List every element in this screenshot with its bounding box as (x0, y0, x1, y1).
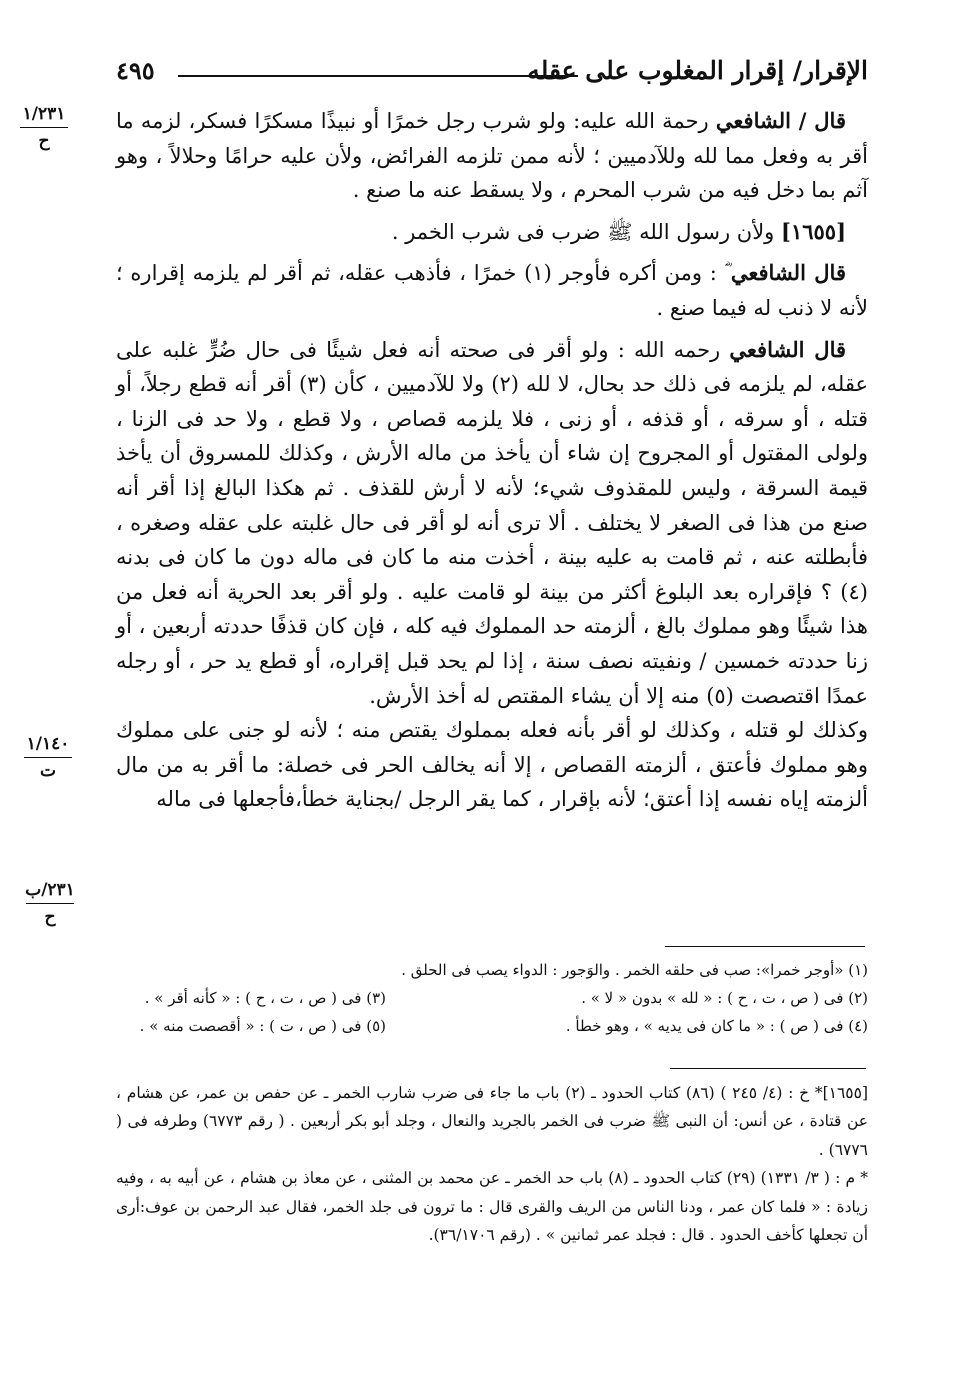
footnote-4: (٤) فى ( ص ) : « ما كان فى يديه » ، وهو خطأ . (565, 1017, 868, 1035)
margin-note-3: ٢٣١/ب ح (25, 880, 75, 927)
footnotes (116, 956, 868, 1040)
paragraph: قال الشافعي رحمه الله : ولو أقر فى صحته أنه فعل شيئًا فى حال ضُرٍّ غلبه على عقله، لم يلزمه فى ذلك حد بحال، لا لله (٢) ولا للآدميين ، كأن (٣) أقر أنه قطع رجلاً، أو قتله ، أو سرقه ، أو قذفه ، أو زنى ، فلا يلزمه قصاص ، ولا قطع ، ولا حد فى الزنا ، ولولى المقتول أو المجروح إن شاء أن يأخذ من ماله الأرش ، وكذلك للمسروق أن يأخذ قيمة السرقة ، وليس للمقذوف شيء؛ لأنه لا أرش للقذف . ثم هكذا البالغ إذا أقر أنه صنع من هذا فى الصغر لا يختلف . ألا ترى أنه لو أقر فى حال غلبته على عقله وصغره ، فأبطلته عنه ، ثم قامت به عليه بينة ، أخذت منه ما كان فى ماله دون ما كان فى بدنه (٤) ؟ فإقراره بعد البلوغ أكثر من بينة لو قامت عليه . ولو أقر بعد الحرية أنه فعل من هذا شيئًا وهو مملوك بالغ ، ألزمته حد المملوك فيه كله ، فإن كان قذفًا حددته أربعين ، أو زنا حددته خمسين / ونفيته نصف سنة ، إذا لم يحد قبل إقراره، أو قطع يد حر ، أو رجله عمدًا اقتصصت (٥) منه إلا أن يشاء المقتص له أخذ الأرش. (116, 336, 869, 708)
takhrij-rule (670, 1068, 866, 1069)
page-number: ٤٩٥ (116, 56, 155, 85)
footnote-rule (665, 946, 865, 947)
paragraph: [١٦٥٥] ولأن رسول الله ﷺ ضرب فى شرب الخمر . (391, 218, 846, 244)
footnote-2: (٢) فى ( ص ، ت ، ح ) : « لله » بدون « لا » . (581, 989, 868, 1007)
margin-note-1: ١/٢٣١ ح (14, 104, 74, 151)
reference-bukhari: [١٦٥٥]* خ : (٤/ ٢٤٥ ) (٨٦) كتاب الحدود ـ (٢) باب ما جاء فى ضرب شارب الخمر ـ عن حفص بن عمر، عن هشام ، عن قتادة ، عن أنس: أن النبى ﷺ ضرب فى الخمر بالجريد والنعال ، وجلد أبو بكر أربعين . ( رقم ٦٧٧٣) وطرفه فى ( ٦٧٧٦) . (116, 1084, 868, 1159)
running-title: الإقرار/ إقرار المغلوب على عقله (527, 56, 868, 85)
paragraph: قال الشافعي ؓ : ومن أكره فأوجر (١) خمرًا ، فأذهب عقله، ثم أقر لم يلزمه إقراره ؛ لأنه لا ذنب له فيما صنع . (116, 260, 868, 320)
header-rule (178, 75, 578, 77)
footnote-5: (٥) فى ( ص ، ت ) : « أقصصت منه » . (139, 1017, 386, 1035)
hadith-references (116, 1079, 868, 1249)
reference-muslim: * م : ( ٣/ ١٣٣١) (٢٩) كتاب الحدود ـ (٨) باب حد الخمر ـ عن محمد بن المثنى ، عن معاذ بن هشام ، عن أبيه به ، وفيه زيادة : « فلما كان عمر ، ودنا الناس من الريف والقرى قال : ما ترون فى جلد الخمر، فقال عبد الرحمن بن عوف:أرى أن تجعلها كأخف الحدود . قال : فجلد عمر ثمانين » . (رقم ٣٦/١٧٠٦). (116, 1169, 868, 1245)
footnote-1: (١) «أوجر خمرا»: صب فى حلقه الخمر . والوَجور : الدواء يصب فى الحلق . (401, 961, 868, 979)
margin-note-2: ١/١٤٠ ت (18, 734, 78, 781)
paragraph: وكذلك لو قتله ، وكذلك لو أقر بأنه فعله بمملوك يقتص منه ؛ لأنه لو جنى على مملوك وهو مملوك فأعتق ، ألزمته القصاص ، إلا أنه يخالف الحر فى خصلة: ما أقر به من مال ألزمته إياه نفسه إذا أعتق؛ لأنه بإقرار ، كما يقر الرجل /بجناية خطأ،فأجعلها فى ماله (116, 718, 868, 812)
footnote-3: (٣) فى ( ص ، ت ، ح ) : « كأنه أقر » . (144, 989, 386, 1007)
page-header (116, 56, 868, 96)
paragraph: قال / الشافعي رحمة الله عليه: ولو شرب رجل خمرًا أو نبيذًا مسكرًا فسكر، لزمه ما أقر به وفعل مما لله وللآدميين ؛ لأنه ممن تلزمه الفرائض، ولأن عليه حرامًا وحلالاً ، وهو آثم بما دخل فيه من شرب المحرم ، ولا يسقط عنه ما صنع . (116, 108, 868, 203)
main-text (116, 104, 868, 824)
